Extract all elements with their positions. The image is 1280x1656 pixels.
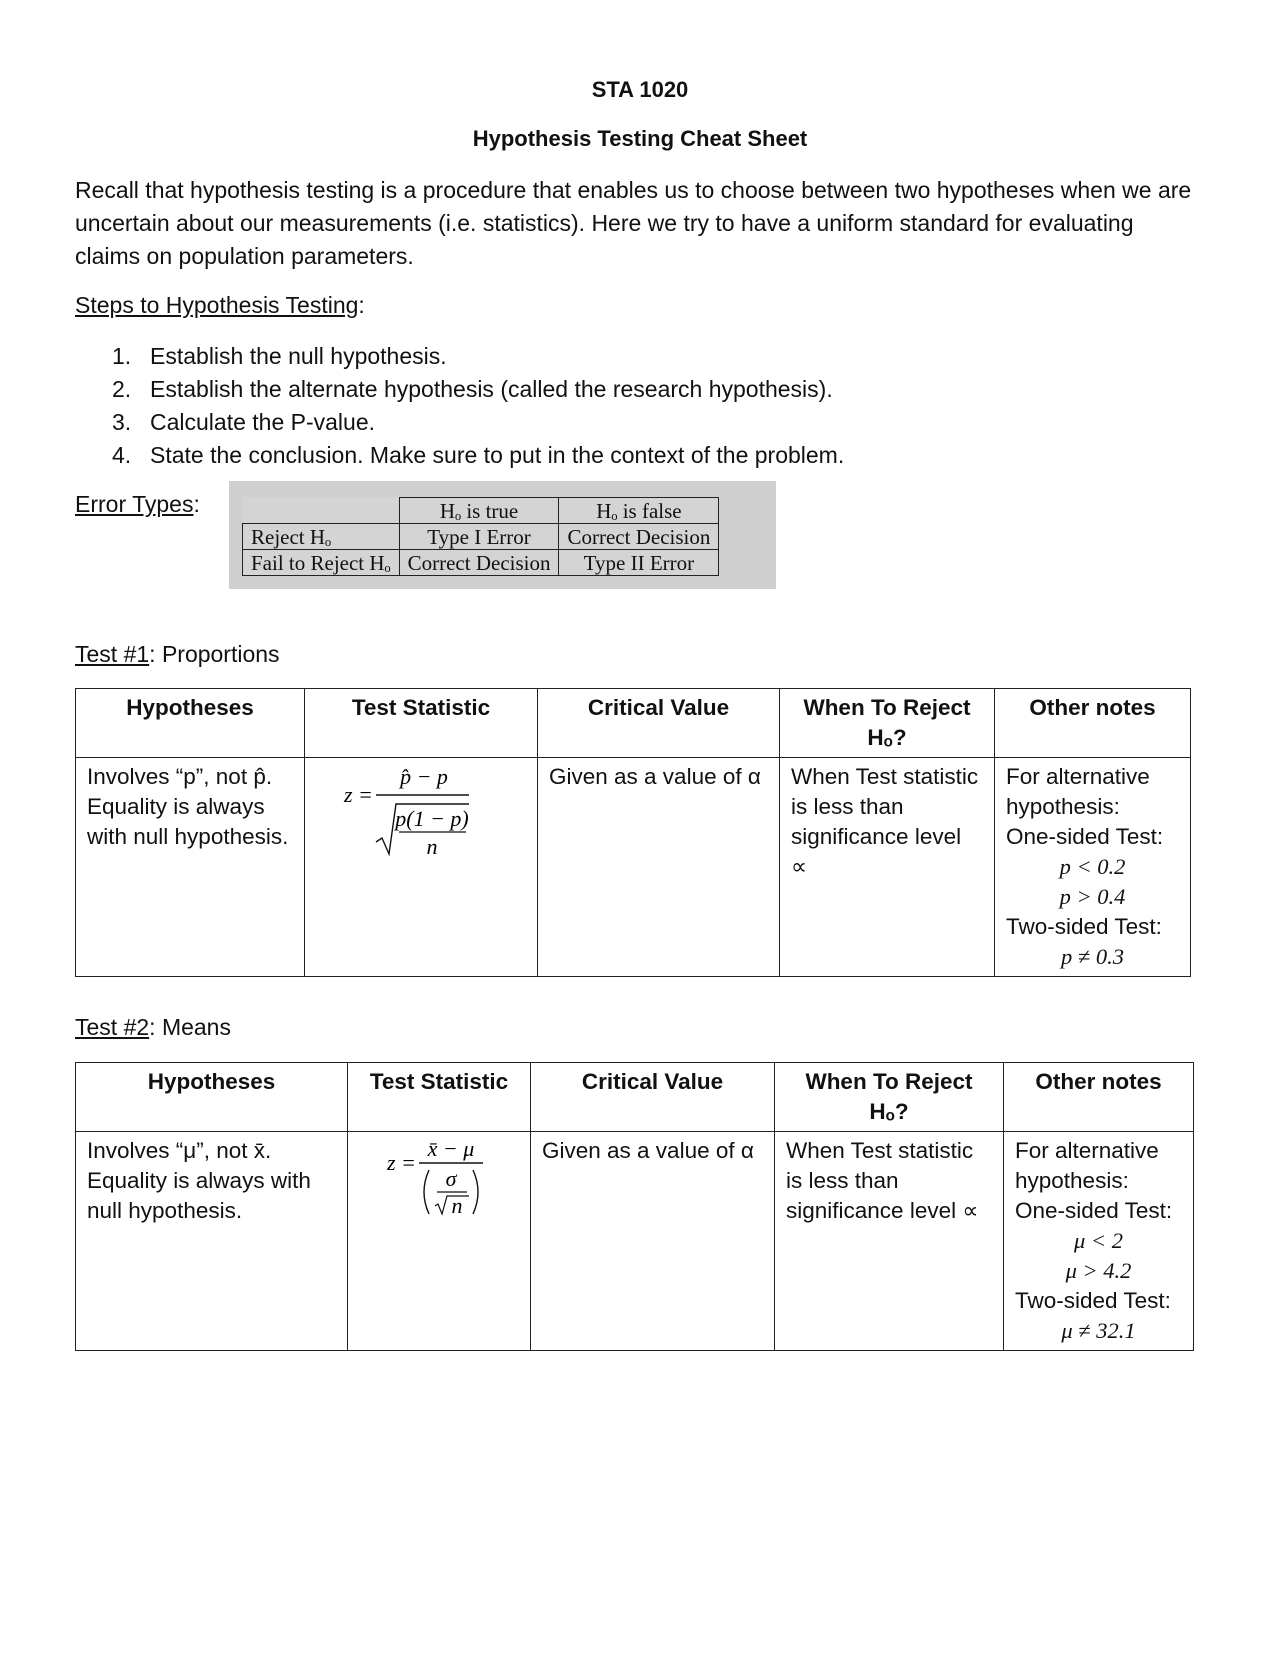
test2-label: Test #2 xyxy=(75,1014,150,1040)
hypotheses-cell: Involves “p”, not p̂. Equality is always with null hypothesis. xyxy=(76,758,305,977)
notes-example: μ > 4.2 xyxy=(1065,1258,1132,1283)
hypotheses-cell: Involves “μ”, not x̄. Equality is always with null hypothesis. xyxy=(76,1132,348,1351)
z-formula-proportion xyxy=(316,762,526,862)
table-row xyxy=(76,758,1191,977)
notes-example: p < 0.2 xyxy=(1059,854,1126,879)
test1-heading: Test #1: Proportions xyxy=(75,641,280,667)
left-paren xyxy=(424,1170,429,1214)
notes-example: p > 0.4 xyxy=(1059,884,1126,909)
error-types-heading-text: Error Types xyxy=(75,491,194,517)
notes-cell xyxy=(995,758,1191,977)
test2-name: Means xyxy=(161,1014,231,1040)
notes-example: μ < 2 xyxy=(1074,1228,1123,1253)
page-title: Hypothesis Testing Cheat Sheet xyxy=(472,126,808,151)
error-row-fail: Fail to Reject Hₒ xyxy=(243,550,400,576)
col-critical-value: Critical Value xyxy=(538,689,780,758)
formula-lhs: z = xyxy=(344,782,373,807)
formula-sigma: σ xyxy=(445,1166,457,1191)
col-when-reject: When To Reject Hₒ? xyxy=(775,1063,1004,1132)
step-item xyxy=(112,439,844,472)
notes-example: p ≠ 0.3 xyxy=(1061,944,1124,969)
col-test-statistic: Test Statistic xyxy=(348,1063,531,1132)
error-col-ho-true: Hₒ is true xyxy=(399,498,559,524)
notes-intro: For alternative hypothesis: xyxy=(1015,1138,1159,1193)
error-types-table xyxy=(242,497,719,576)
z-formula-mean xyxy=(359,1136,519,1226)
test2-header-row xyxy=(76,1063,1194,1132)
test1-name: Proportions xyxy=(161,641,280,667)
reject-cell: When Test statistic is less than significance level ∝ xyxy=(780,758,995,977)
steps-heading-text: Steps to Hypothesis Testing xyxy=(75,292,359,318)
intro-paragraph: Recall that hypothesis testing is a procedure that enables us to choose between two hypotheses when we are uncertain about our measurements (i.e. statistics). Here we try to have a uniform standard for evaluating claims on population parameters. xyxy=(75,177,1192,269)
test2-table xyxy=(75,1062,1194,1351)
reject-cell: When Test statistic is less than significance level ∝ xyxy=(775,1132,1004,1351)
error-cell: Correct Decision xyxy=(559,524,719,550)
steps-heading: Steps to Hypothesis Testing: xyxy=(75,292,365,318)
step-text: Establish the null hypothesis. xyxy=(150,343,447,369)
formula-lhs: z = xyxy=(387,1150,416,1175)
error-types-image xyxy=(229,481,776,589)
error-col-ho-false: Hₒ is false xyxy=(559,498,719,524)
col-other-notes: Other notes xyxy=(1004,1063,1194,1132)
step-number: 4. xyxy=(112,442,132,468)
course-code: STA 1020 xyxy=(591,77,689,102)
statistic-cell xyxy=(305,758,538,977)
statistic-cell xyxy=(348,1132,531,1351)
error-cell: Type I Error xyxy=(399,524,559,550)
notes-intro: For alternative hypothesis: xyxy=(1006,764,1150,819)
step-text: Calculate the P-value. xyxy=(150,409,376,435)
notes-example: μ ≠ 32.1 xyxy=(1061,1318,1136,1343)
test1-label: Test #1 xyxy=(75,641,150,667)
notes-one-sided: One-sided Test: xyxy=(1006,824,1164,849)
critical-cell: Given as a value of α xyxy=(538,758,780,977)
col-test-statistic: Test Statistic xyxy=(305,689,538,758)
step-item xyxy=(112,406,844,439)
col-other-notes: Other notes xyxy=(995,689,1191,758)
notes-one-sided: One-sided Test: xyxy=(1015,1198,1173,1223)
step-number: 1. xyxy=(112,343,132,369)
col-critical-value: Critical Value xyxy=(531,1063,775,1132)
notes-cell xyxy=(1004,1132,1194,1351)
step-text: Establish the alternate hypothesis (called the research hypothesis). xyxy=(150,376,833,402)
error-cell: Type II Error xyxy=(559,550,719,576)
formula-n: n xyxy=(451,1193,463,1218)
steps-list xyxy=(112,340,844,472)
critical-cell: Given as a value of α xyxy=(531,1132,775,1351)
col-hypotheses: Hypotheses xyxy=(76,1063,348,1132)
step-text: State the conclusion. Make sure to put in the context of the problem. xyxy=(150,442,845,468)
notes-two-sided: Two-sided Test: xyxy=(1015,1288,1171,1313)
formula-numerator: p̂ − p xyxy=(400,764,448,789)
error-cell: Correct Decision xyxy=(399,550,559,576)
formula-den-top: p(1 − p) xyxy=(395,806,469,831)
test1-header-row xyxy=(76,689,1191,758)
step-item xyxy=(112,340,844,373)
step-item xyxy=(112,373,844,406)
test2-heading: Test #2: Means xyxy=(75,1014,231,1040)
test1-table xyxy=(75,688,1191,977)
step-number: 2. xyxy=(112,376,132,402)
notes-two-sided: Two-sided Test: xyxy=(1006,914,1162,939)
error-row-reject: Reject Hₒ xyxy=(243,524,400,550)
formula-den-bot: n xyxy=(426,834,438,859)
formula-numerator: x̄ − μ xyxy=(427,1136,475,1161)
error-types-heading: Error Types: xyxy=(75,491,200,517)
col-hypotheses: Hypotheses xyxy=(76,689,305,758)
right-paren xyxy=(473,1170,478,1214)
error-table-blank xyxy=(243,498,400,524)
table-row xyxy=(76,1132,1194,1351)
col-when-reject: When To Reject Hₒ? xyxy=(780,689,995,758)
step-number: 3. xyxy=(112,409,132,435)
